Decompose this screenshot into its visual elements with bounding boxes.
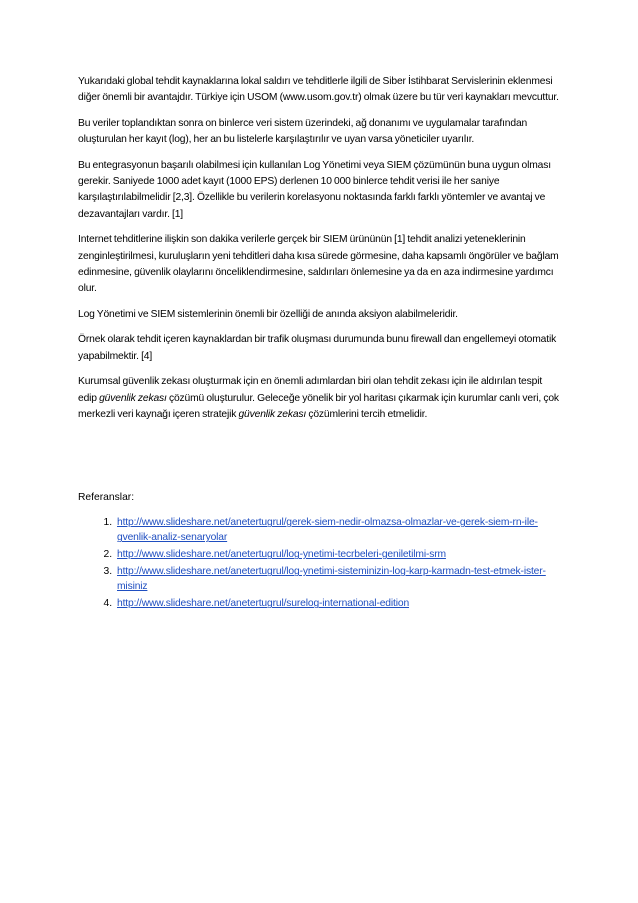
paragraph	[78, 74, 560, 107]
text-run: çözümü oluşturulur. Geleceğe yönelik bir yol haritası çıkarmak için kurumlar canlı veri, çok merkezli veri kaynağı içeren stratejik	[78, 392, 559, 420]
text-run: Yukarıdaki global tehdit kaynaklarına lokal saldırı ve tehditlerle ilgili de Siber İstihbarat Servislerinin eklenmesi diğer önemli bir avantajdır. Türkiye için USOM (www.usom.gov.tr) olmak üzere bu tür veri kaynakları mevcuttur.	[78, 76, 559, 104]
body-text	[78, 74, 560, 423]
reference-link[interactable]: http://www.slideshare.net/anetertugrul/log-ynetimi-sisteminizin-log-karp-karmadn-test-etmek-ister-misiniz	[117, 566, 546, 593]
text-run: Kurumsal güvenlik zekası oluşturmak için en önemli adımlardan biri olan tehdit zekası için ile aldırılan tespit edip	[78, 376, 543, 404]
text-run: çözümlerini tercih etmelidir.	[306, 408, 428, 420]
paragraph	[78, 116, 560, 149]
reference-item	[115, 515, 560, 545]
reference-item	[115, 564, 560, 594]
reference-item	[115, 596, 560, 611]
reference-item	[115, 547, 560, 562]
italic-text: güvenlik zekası	[99, 392, 167, 404]
paragraph	[78, 158, 560, 224]
reference-link[interactable]: http://www.slideshare.net/anetertugrul/log-ynetimi-tecrbeleri-geniletilmi-srm	[117, 549, 446, 561]
text-run: Log Yönetimi ve SIEM sistemlerinin önemli bir özelliği de anında aksiyon alabilmeleridir.	[78, 308, 458, 320]
text-run: Örnek olarak tehdit içeren kaynaklardan bir trafik oluşması durumunda bunu firewall dan engellemeyi otomatik yapabilmektir. [4]	[78, 334, 557, 362]
paragraph	[78, 332, 560, 365]
text-run: Bu entegrasyonun başarılı olabilmesi için kullanılan Log Yönetimi veya SIEM çözümünün buna uygun olması gerekir. Saniyede 1000 adet kayıt (1000 EPS) derlenen 10 000 binlerce tehdit verisi ile her saniye karşılaştırılabilmelidir [2,3]. Özellikle bu verilerin korelasyonu noktasında farklı farklı yöntemler ve avantaj ve dezavantajları vardır. [1]	[78, 159, 551, 220]
reference-link[interactable]: http://www.slideshare.net/anetertugrul/surelog-international-edition	[117, 598, 410, 610]
paragraph	[78, 307, 560, 323]
references-list	[78, 515, 560, 611]
paragraph	[78, 232, 560, 298]
reference-link[interactable]: http://www.slideshare.net/anetertugrul/gerek-siem-nedir-olmazsa-olmazlar-ve-gerek-siem-rn-ile-gvenlik-analiz-senaryolar	[117, 517, 538, 544]
text-run: Bu veriler toplandıktan sonra on binlerce veri sistem üzerindeki, ağ donanımı ve uygulamalar tarafından oluşturulan her kayıt (log), her an bu listelerle karşılaştırılır ve uyan varsa yöneticiler uyarılır.	[78, 117, 528, 146]
italic-text: güvenlik zekası	[238, 408, 307, 420]
text-run: Internet tehditlerine ilişkin son dakika verilerle gerçek bir SIEM ürününün [1] tehdit analizi yeteneklerinin zenginleştirilmesi, kuruluşların yeni tehditleri daha kısa sürede görmesine, daha kapsamlı öngörüler ve bağlam edinmesine, güvenlik olaylarını önceliklendirmesine, saldırıları önlemesine ya da en aza indirmesine yardımcı olur.	[78, 234, 559, 295]
references-title: Referanslar:	[78, 492, 135, 504]
paragraph	[78, 374, 560, 423]
